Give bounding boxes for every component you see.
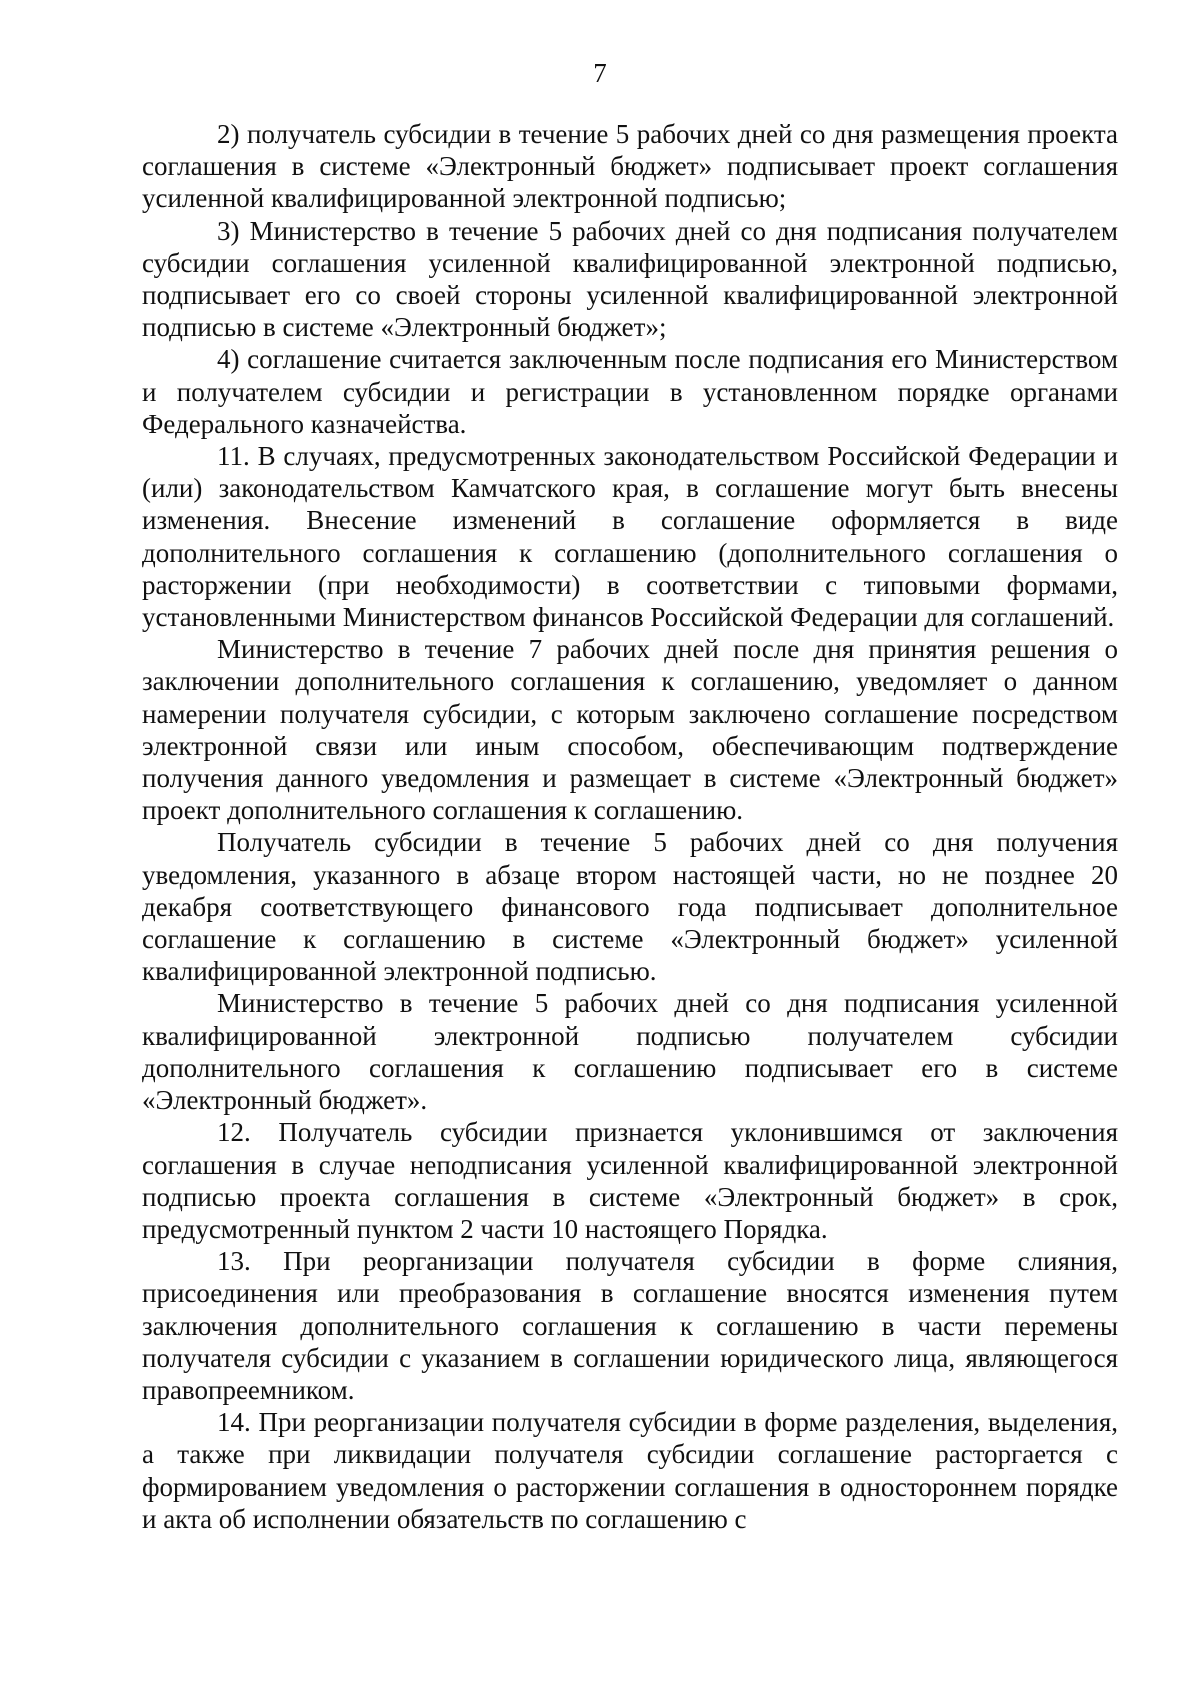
paragraph-section-11-notice: Министерство в течение 7 рабочих дней после дня принятия решения о заключении дополнительного соглашения к соглашению, уведомляет о данном намерении получателя субсидии, с которым заключено соглашение посредством электронной связи или иным способом, обеспечивающим подтверждение получения данного уведомления и размещает в системе «Электронный бюджет» проект дополнительного соглашения к соглашению. [142,634,1118,826]
document-body [142,118,1118,1535]
paragraph-section-12: 12. Получатель субсидии признается уклонившимся от заключения соглашения в случае неподписания усиленной квалифицированной электронной подписью проекта соглашения в системе «Электронный бюджет» в срок, предусмотренный пунктом 2 части 10 настоящего Порядка. [142,1117,1118,1244]
paragraph-section-11-recipient: Получатель субсидии в течение 5 рабочих дней со дня получения уведомления, указанного в абзаце втором настоящей части, но не позднее 20 декабря соответствующего финансового года подписывает дополнительное соглашение к соглашению в системе «Электронный бюджет» усиленной квалифицированной электронной подписью. [142,827,1118,987]
paragraph-section-14: 14. При реорганизации получателя субсидии в форме разделения, выделения, а также при ликвидации получателя субсидии соглашение расторгается с формированием уведомления о расторжении соглашения в одностороннем порядке и акта об исполнении обязательств по соглашению с [142,1407,1118,1534]
paragraph-item-3: 3) Министерство в течение 5 рабочих дней со дня подписания получателем субсидии соглашения усиленной квалифицированной электронной подписью, подписывает его со своей стороны усиленной квалифицированной электронной подписью в системе «Электронный бюджет»; [142,215,1118,343]
paragraph-section-13: 13. При реорганизации получателя субсидии в форме слияния, присоединения или преобразования в соглашение вносятся изменения путем заключения дополнительного соглашения к соглашению в части перемены получателя субсидии с указанием в соглашении юридического лица, являющегося правопреемником. [142,1246,1118,1405]
paragraph-section-11-ministry: Министерство в течение 5 рабочих дней со дня подписания усиленной квалифицированной электронной подписью получателем субсидии дополнительного соглашения к соглашению подписывает его в системе «Электронный бюджет». [142,988,1118,1116]
paragraph-item-2: 2) получатель субсидии в течение 5 рабочих дней со дня размещения проекта соглашения в системе «Электронный бюджет» подписывает проект соглашения усиленной квалифицированной электронной подписью; [142,119,1118,214]
paragraph-item-4: 4) соглашение считается заключенным после подписания его Министерством и получателем субсидии и регистрации в установленном порядке органами Федерального казначейства. [142,344,1118,439]
paragraph-section-11: 11. В случаях, предусмотренных законодательством Российской Федерации и (или) законодательством Камчатского края, в соглашение могут быть внесены изменения. Внесение изменений в соглашение оформляется в виде дополнительного соглашения к соглашению (дополнительного соглашения о расторжении (при необходимости) в соответствии с типовыми формами, установленными Министерством финансов Российской Федерации для соглашений. [142,441,1118,633]
page-number: 7 [593,58,607,88]
